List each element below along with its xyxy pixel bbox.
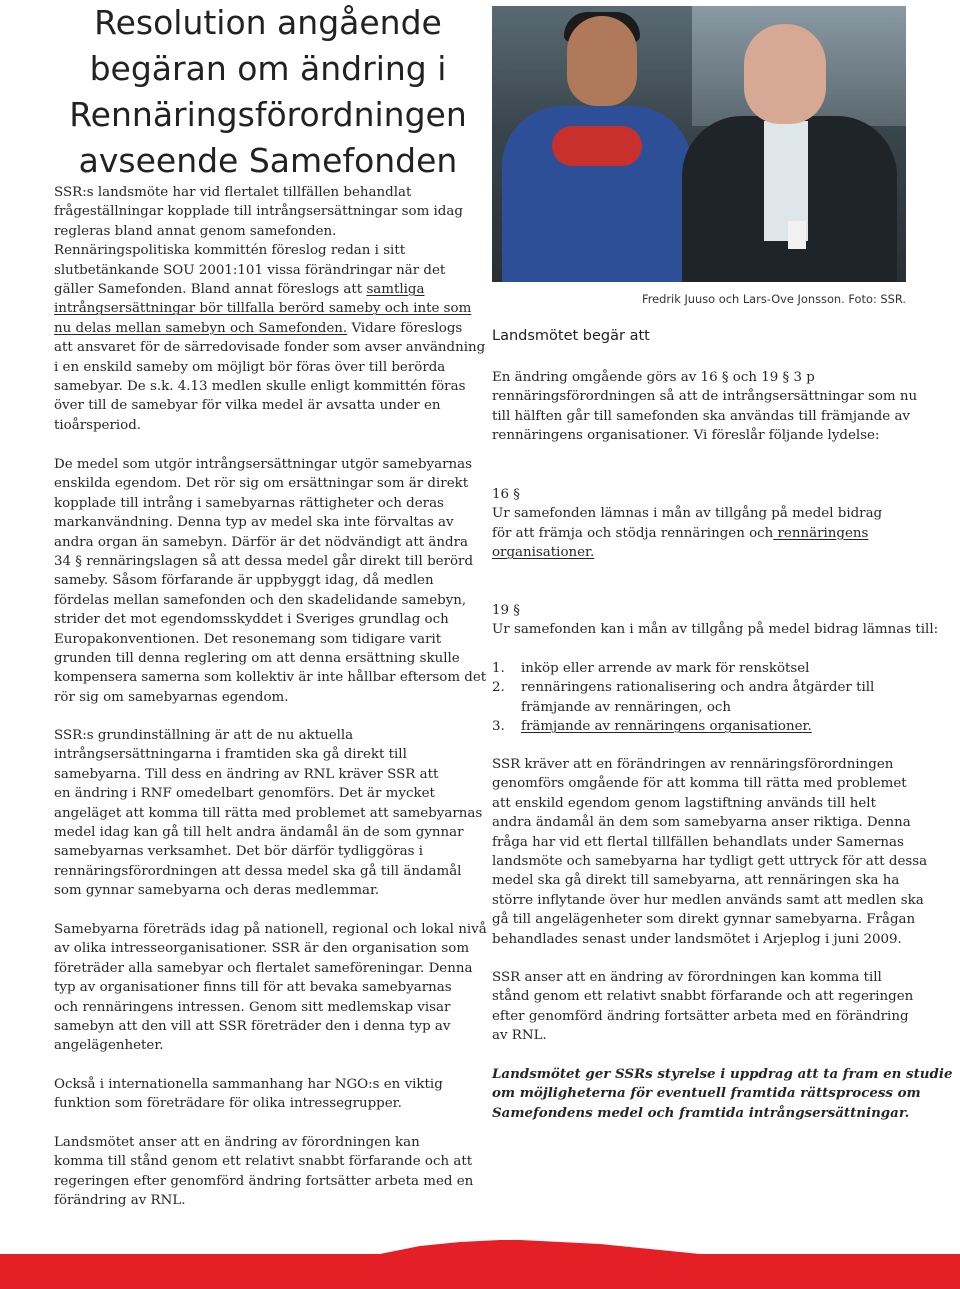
list-item: 1. inköp eller arrende av mark för renskötsel — [492, 661, 810, 676]
photo-person-left-trim — [552, 126, 642, 166]
paragraph-andring: En ändring omgående görs av 16 § och 19 § 3 p rennäringsförordningen så att de intrångsersättningar som nu till hälften går till samefonden ska användas till främjande av rennäringens organisationer. Vi föreslår följande lydelse: — [492, 370, 918, 444]
paragraph-samebyarna: Samebyarna företräds idag på nationell, regional och lokal nivå av olika intresseorganisationer. SSR är den organisation som företräder alla samebyar och flertalet sameföreningar. Denna typ av organisationer finns till för att bevaka samebyarnas och rennäringens intressen. Genom sitt medlemskap visar samebyn att den vill att SSR företräder den i denna typ av angelägenheter. — [54, 922, 487, 1054]
paragraph-internationella: Också i internationella sammanhang har NGO:s en viktig funktion som företrädare för olika intressegrupper. — [54, 1077, 443, 1112]
title-line: avseende Samefonden — [78, 141, 458, 180]
photo — [492, 6, 906, 282]
paragraph-landsmotet-anser: Landsmötet anser att en ändring av förordningen kan komma till stånd genom ett relativt snabbt förfarande och att regeringen efter genomförd ändring fortsätter arbeta med en förändring av RNL. — [54, 1135, 474, 1209]
conclusion-paragraph: Landsmötet ger SSRs styrelse i uppdrag att ta fram en studie om möjligheterna för eventuell framtida rättsprocess om Samefondens medel och framtida intrångsersättningar. — [492, 1066, 953, 1121]
photo-person-left-head — [567, 16, 637, 106]
photo-caption: Fredrik Juuso och Lars-Ove Jonsson. Foto: SSR. — [641, 292, 906, 306]
numbered-list — [492, 659, 908, 737]
list-item: 3. främjande av rennäringens organisationer. — [492, 719, 812, 735]
photo-person-right-head — [744, 24, 826, 124]
title-line: Resolution angående — [94, 3, 442, 42]
intro-paragraph: SSR:s landsmöte har vid flertalet tillfällen behandlat frågeställningar kopplade till intrångsersättningar som idag regleras bland annat genom samefonden. Rennäringspolitiska kommittén föreslog redan i sitt slutbetänkande SOU 2001:101 vissa förändringar när det gäller Samefonden. Bland annat föreslogs att samtliga intrångsersättningar bör tillfalla berörd sameby och inte som nu delas mellan samebyn och Samefonden. Vidare föreslogs att ansvaret för de särredovisade fonder som avser användning i en enskild sameby om möjligt bör föras över till berörda samebyar. De s.k. 4.13 medlen skulle enligt kommittén föras över till de samebyar för vilka medel är avsatta under en tioårsperiod. — [54, 185, 486, 433]
list-item-continuation: främjande av rennäringen, och — [521, 699, 732, 715]
paragraph-ssr-kraver: SSR kräver att en förändringen av rennäringsförordningen genomförs omgående för att komma till rätta med problemet att enskild egendom genom lagstiftning används till helt andra ändamål än dem som samebyarna anser riktiga. Denna fråga har vid ett flertal tillfällen behandlats under Samernas landsmöte och samebyarna har tydligt gett uttryck för att dessa medel ska gå direkt till samebyarna, att rennäringen ska ha större inflytande över hur medlen används samt att medlen ska gå till angelägenheter som direkt gynnar samebyarna. Frågan behandlades senast under landsmötet i Arjeplog i juni 2009. — [492, 757, 928, 947]
paragraph-egendom: De medel som utgör intrångsersättningar utgör samebyarnas enskilda egendom. Det rör sig om ersättningar som är direkt kopplade till intrång i samebyarnas rättigheter och deras markanvändning. Denna typ av medel ska inte förvaltas av andra organ än samebyn. Därför är det nödvändigt att ändra 34 § rennäringslagen så att dessa medel går direkt till berörd sameby. Såsom förfarande är uppbyggt idag, då medlen fördelas mellan samefonden och den skadelidande samebyn, strider det mot egendomsskyddet i Sveriges grundlag och Europakonventionen. Det resonemang som tidigare varit grunden till denna reglering om att denna ersättning skulle kompensera samerna som kollektiv är inte hållbar eftersom det rör sig om samebyarnas egendom. — [54, 457, 487, 705]
photo-badge — [788, 221, 806, 249]
page-title — [66, 0, 470, 184]
title-line: Rennäringsförordningen — [69, 95, 467, 134]
section-heading: Landsmötet begär att — [492, 328, 650, 344]
paragraph-ssr-anser: SSR anser att en ändring av förordningen kan komma till stånd genom ett relativt snabbt förfarande och att regeringen efter genomförd ändring fortsätter arbeta med en förändring av RNL. — [492, 970, 914, 1044]
footer-mountain-band — [0, 1236, 960, 1289]
section-16: 16 § Ur samefonden lämnas i mån av tillgång på medel bidrag för att främja och stödja rennäringen och rennäringens organisationer. — [492, 487, 883, 561]
paragraph-grundinstallning: SSR:s grundinställning är att de nu aktuella intrångsersättningarna i framtiden ska gå direkt till samebyarna. Till dess en ändring av RNL kräver SSR att en ändring i RNF omedelbart genomförs. Det är mycket angeläget att komma till rätta med problemet att samebyarnas medel idag kan gå till helt andra ändamål än de som gynnar samebyarnas verksamhet. Det bör därför tydliggöras i rennäringsförordningen att dessa medel ska gå till ändamål som gynnar samebyarna och deras medlemmar. — [54, 728, 483, 899]
section-19: 19 § Ur samefonden kan i mån av tillgång på medel bidrag lämnas till: — [492, 603, 939, 638]
list-item: 2. rennäringens rationalisering och andra åtgärder till — [492, 680, 875, 696]
title-line: begäran om ändring i — [89, 49, 447, 88]
